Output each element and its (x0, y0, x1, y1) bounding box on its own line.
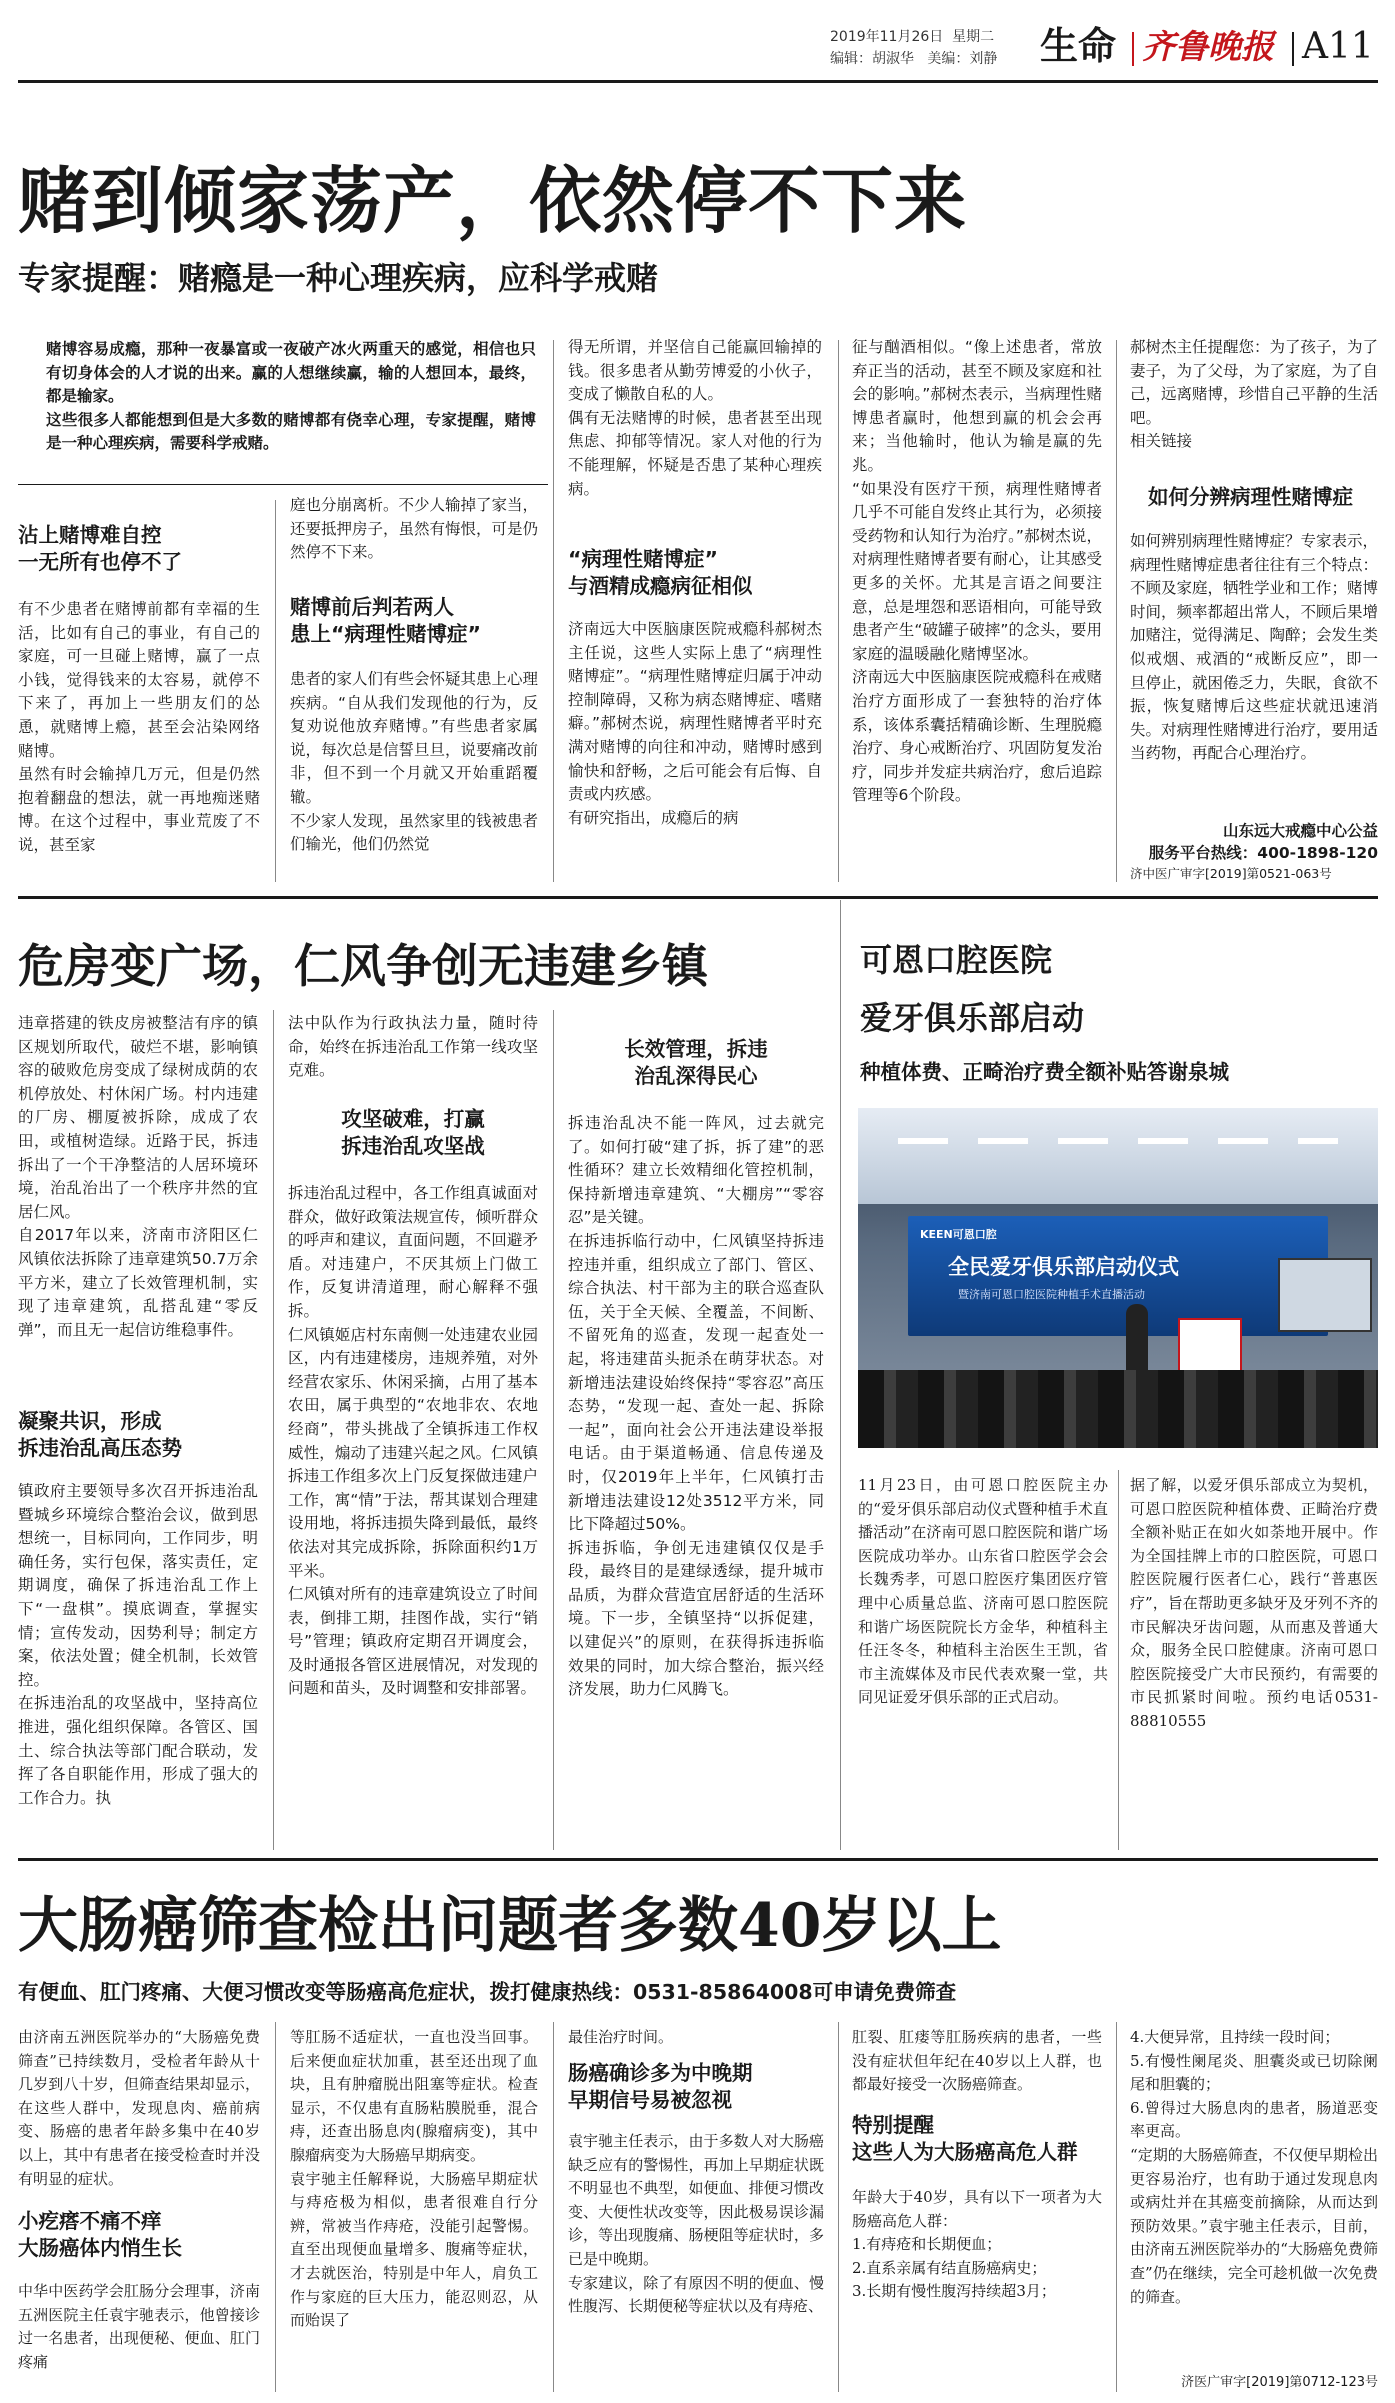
story4-col4b: 年龄大于40岁，具有以下一项者为大肠癌高危人群： 1.有痔疮和长期便血； 2.直系亲属有结直肠癌病史； 3.长期有慢性腹泻持续超3月； (852, 2188, 1102, 2301)
story4-subhead-4: 特别提醒 这些人为大肠癌高危人群 (852, 2113, 1078, 2164)
story1-col3b: 济南远大中医脑康医院戒瘾科郝树杰主任说，这些人实际上患了“病理性赌博症”。“病理性赌博症归属于冲动控制障碍，又称为病态赌博症、嗜赌癖。”郝树杰说，病理性赌博者平时充满对赌博的向往和冲动，赌博时感到愉快和舒畅，之后可能会有后悔、自责或内疚感。 有研究指出，成瘾后的病 (568, 620, 822, 827)
story2-col1b: 镇政府主要领导多次召开拆违治乱暨城乡环境综合整治会议，做到思想统一，目标同向，工作同步，明确任务，实行包保，落实责任，定期调度，确保了拆违治乱工作上下“一盘棋”。摸底调查，掌握实情；宣传发动，因势利导；制定方案，依法处置；健全机制，长效管控。 在拆违治乱的攻坚战中，坚持高位推进，强化组织保障。各管区、国土、综合执法等部门配合联动，发挥了各自职能作用，形成了强大的工作合力。执 (18, 1482, 258, 1807)
section-rule (18, 896, 1378, 899)
col-divider (1116, 340, 1117, 882)
story4-subhead-3: 肠癌确诊多为中晚期 早期信号易被忽视 (568, 2061, 753, 2112)
brand-logo: 齐鲁晚报 (1142, 27, 1274, 66)
story3-col2: 据了解，以爱牙俱乐部成立为契机，可恩口腔医院种植体费、正畸治疗费全额补贴正在如火如荼地开展中。作为全国挂牌上市的口腔医院，可恩口腔医院履行医者仁心，践行“普惠医疗”，旨在帮助更多缺牙及牙列不齐的市民解决牙齿问题，从而惠及普通大众，服务全民口腔健康。济南可恩口腔医院接受广大市民预约，有需要的市民抓紧时间啦。预约电话0531-88810555 (1130, 1476, 1378, 1730)
story1-headline: 赌到倾家荡产，依然停不下来 (18, 158, 968, 243)
story1-signature: 山东远大戒瘾中心公益 服务平台热线：400-1898-120 (1148, 822, 1378, 862)
section-name: 生命 (1040, 24, 1117, 68)
story4-col1a: 由济南五洲医院举办的“大肠癌免费筛查”已持续数月，受检者年龄从十几岁到八十岁，但筛查结果却显示，在这些人群中，发现息肉、癌前病变、肠癌的患者年龄多集中在40岁以上，其中有患者在接受检查时并没有明显的症状。 (18, 2028, 260, 2188)
brand-divider-2 (1292, 32, 1294, 66)
photo-logo-text: KEEN可恩口腔 (920, 1228, 997, 1241)
story2-col2a: 法中队作为行政执法力量，随时待命，始终在拆违治乱工作第一线攻坚克难。 (288, 1014, 538, 1080)
story1-subheadline: 专家提醒：赌瘾是一种心理疾病，应科学戒赌 (18, 259, 659, 297)
photo-sign-board (1178, 1318, 1242, 1376)
col-divider (838, 340, 839, 882)
story4-col3a: 最佳治疗时间。 (568, 2028, 674, 2046)
story1-col5b: 如何辨别病理性赌博症？专家表示，病理性赌博症患者往往有三个特点：不顾及家庭，牺牲学业和工作；赌博时间，频率都超出常人，不顾后果增加赌注，觉得满足、陶醉；会发生类似戒烟、戒酒的“戒断反应”，即一旦停止，就困倦乏力，失眠，食欲不振，恢复赌博后这些症状就迅速消失。对病理性赌博进行治疗，要用适当药物，再配合心理治疗。 (1130, 532, 1378, 763)
story3-subheadline: 种植体费、正畸治疗费全额补贴答谢泉城 (860, 1060, 1229, 1084)
story4-col5: 4.大便异常，且持续一段时间； 5.有慢性阑尾炎、胆囊炎或已切除阑尾和胆囊的； 6.曾得过大肠息肉的患者，肠道恶变率更高。 “定期的大肠癌筛查，不仅便早期检出更容易治疗，也有助于通过发现息肉或病灶并在其癌变前摘除，从而达到预防效果。”袁宇驰主任表示，目前，由济南五洲医院举办的“大肠癌免费筛查”仍在继续，完全可趁机做一次免费的筛查。 (1130, 2028, 1378, 2306)
story1-col2b: 患者的家人们有些会怀疑其患上心理疾病。“自从我们发现他的行为，反复劝说他放弃赌博。”有些患者家属说，每次总是信誓旦旦，说要痛改前非，但不到一个月就又开始重蹈覆辙。 不少家人发现，虽然家里的钱被患者们输光，他们仍然觉 (290, 670, 538, 854)
story1-subhead-3: “病理性赌博症” 与酒精成瘾病征相似 (568, 547, 753, 598)
col-divider (275, 500, 276, 882)
story1-col1: 有不少患者在赌博前都有幸福的生活，比如有自己的事业，有自己的家庭，可一旦碰上赌博，赢了一点小钱，觉得钱来的太容易，就停不下来了，再加上一些朋友们的怂恿，就赌博上瘾，甚至会沾染网络赌博。 虽然有时会输掉几万元，但是仍然抱着翻盘的想法，就一再地痴迷赌博。在这个过程中，事业荒废了不说，甚至家 (18, 600, 260, 854)
story2-col1a: 违章搭建的铁皮房被整洁有序的镇区规划所取代，破烂不堪，影响镇容的破败危房变成了绿树成荫的农机停放处、村休闲广场。村内违建的厂房、棚厦被拆除，成成了农田，或植树造绿。近路于民，拆违拆出了一个干净整洁的人居环境环境，治乱治出了一个秩序井然的宜居仁风。 自2017年以来，济南市济阳区仁风镇依法拆除了违章建筑50.7万余平方米，建立了长效管理机制，实现了违章建筑，乱搭乱建“零反弹”，而且无一起信访维稳事件。 (18, 1014, 258, 1339)
story2-subhead-3: 长效管理，拆违 治乱深得民心 (624, 1037, 768, 1088)
photo-banner-subtext: 暨济南可恩口腔医院种植手术直播活动 (958, 1288, 1145, 1301)
story4-subhead-1: 小疙瘩不痛不痒 大肠癌体内悄生长 (18, 2209, 182, 2260)
story2-subhead-1: 凝聚共识，形成 拆违治乱高压态势 (18, 1409, 182, 1460)
col-divider (273, 1010, 274, 1850)
story1-lead: 赌博容易成瘾，那种一夜暴富或一夜破产冰火两重天的感觉，相信也只有切身体会的人才说的出来。赢的人想继续赢，输的人想回本，最终，都是输家。 这些很多人都能想到但是大多数的赌博都有侥幸心理，专家提醒，赌博是一种心理疾病，需要科学戒赌。 (46, 340, 536, 453)
story1-subhead-5: 如何分辨病理性赌博症 (1148, 485, 1353, 509)
story1-col2a: 庭也分崩离析。不少人输掉了家当，还要抵押房子，虽然有悔恨，可是仍然停不下来。 (290, 496, 538, 562)
masthead-rule (18, 80, 1378, 83)
event-photo (858, 1108, 1378, 1448)
page-number: A11 (1302, 26, 1374, 67)
story1-col4: 征与酗酒相似。“像上述患者，常放弃正当的活动，甚至不顾及家庭和社会的影响。”郝树杰表示，当病理性赌博患者赢时，他想到赢的机会会再来；当他输时，他认为输是赢的先兆。 “如果没有医疗干预，病理性赌博者几乎不可能自发终止其行为，必须接受药物和认知行为治疗。”郝树杰说，对病理性赌博者要有耐心，让其感受更多的关怀。尤其是言语之间要注意，总是埋怨和恶语相向，可能导致患者产生“破罐子破摔”的念头，要用家庭的温暖融化赌博坚冰。 济南远大中医脑康医院戒瘾科在戒赌治疗方面形成了一套独特的治疗体系，该体系囊括精确诊断、生理脱瘾治疗、身心戒断治疗、巩固防复发治疗，同步并发症共病治疗，愈后追踪管理等6个阶段。 (852, 338, 1102, 805)
story3-headline-1: 可恩口腔医院 (860, 941, 1053, 979)
photo-audience (858, 1370, 1378, 1448)
story3-headline-2: 爱牙俱乐部启动 (860, 999, 1085, 1037)
section-rule (18, 1858, 1378, 1861)
story1-subhead-1: 沾上赌博难自控 一无所有也停不了 (18, 523, 182, 574)
photo-screen-right (1278, 1258, 1372, 1332)
story2-col2b: 拆违治乱过程中，各工作组真诚面对群众，做好政策法规宣传，倾听群众的呼声和建议，直面问题，不回避矛盾。对违建户，不厌其烦上门做工作，反复讲清道理，耐心解释不强拆。 仁风镇姬店村东南侧一处违建农业园区，内有违建楼房，违规养殖，对外经营农家乐、休闲采摘，占用了基本农田，属于典型的“农地非农、农地经商”，带头挑战了全镇拆违工作权威性，煽动了违建兴起之风。仁风镇拆违工作组多次上门反复探做违建户工作，寓“情”于法，帮其谋划合理建设用地，将拆违损失降到最低，最终依法对其完成拆除，拆除面积约1万平米。 仁风镇对所有的违章建筑设立了时间表，倒排工期，挂图作战，实行“销号”管理；镇政府定期召开调度会，及时通报各管区进展情况，对发现的问题和苗头，及时调整和安排部署。 (288, 1184, 538, 1698)
col-divider (553, 340, 554, 882)
issue-date: 2019年11月26日 星期二 (830, 29, 995, 45)
col-divider (1116, 2022, 1117, 2392)
lead-rule (18, 484, 548, 485)
issue-editors: 编辑：胡淑华 美编：刘静 (830, 51, 998, 67)
story4-col1b: 中华中医药学会肛肠分会理事，济南五洲医院主任袁宇驰表示，他曾接诊过一名患者，出现便秘、便血、肛门疼痛 (18, 2282, 260, 2371)
story1-col3a: 得无所谓，并坚信自己能赢回输掉的钱。很多患者从勤劳博爱的小伙子，变成了懒散自私的人。 偶有无法赌博的时候，患者甚至出现焦虑、抑郁等情况。家人对他的行为不能理解，怀疑是否患了某种心理疾病。 (568, 338, 822, 498)
col-divider (275, 2022, 276, 2392)
story1-subhead-2: 赌博前后判若两人 患上“病理性赌博症” (290, 595, 481, 646)
story4-ad-approval: 济医广审字[2019]第0712-123号 (1181, 2375, 1378, 2390)
photo-banner-text: 全民爱牙俱乐部启动仪式 (948, 1255, 1179, 1279)
story4-col4a: 肛裂、肛瘘等肛肠疾病的患者，一些没有症状但年纪在40岁以上人群，也都最好接受一次肠癌筛查。 (852, 2028, 1102, 2094)
col-divider (1118, 1470, 1119, 1850)
col-divider (553, 2022, 554, 2392)
story3-col1: 11月23日，由可恩口腔医院主办的“爱牙俱乐部启动仪式暨种植手术直播活动”在济南可恩口腔医院和谐广场医院成功举办。山东省口腔医学会会长魏秀孝，可恩口腔医疗集团医疗管理中心质量总监、济南可恩口腔医院和谐广场医院院长方金华，种植科主任汪冬冬，种植科主治医生王凯，省市主流媒体及市民代表欢聚一堂，共同见证爱牙俱乐部的正式启动。 (858, 1476, 1108, 1707)
story1-ad-approval: 济中医广审字[2019]第0521-063号 (1130, 866, 1332, 881)
photo-ceiling-lights (898, 1138, 1338, 1144)
masthead (0, 0, 1395, 80)
photo-ceiling (858, 1108, 1378, 1204)
story4-subheadline: 有便血、肛门疼痛、大便习惯改变等肠癌高危症状，拨打健康热线：0531-85864008可申请免费筛查 (18, 1980, 957, 2004)
story4-headline: 大肠癌筛查检出问题者多数40岁以上 (18, 1891, 1002, 1961)
story1-col5a: 郝树杰主任提醒您：为了孩子，为了妻子，为了父母，为了家庭，为了自己，远离赌博，珍惜自己平静的生活吧。 相关链接 (1130, 338, 1378, 451)
brand-divider (1132, 32, 1134, 66)
story2-subhead-2: 攻坚破难，打赢 拆违治乱攻坚战 (341, 1107, 485, 1158)
story2-headline: 危房变广场，仁风争创无违建乡镇 (18, 939, 708, 993)
story2-col3: 拆违治乱决不能一阵风，过去就完了。如何打破“建了拆，拆了建”的恶性循环？建立长效精细化管控机制，保持新增违章建筑、“大棚房”“零容忍”是关键。 在拆违拆临行动中，仁风镇坚持拆违控违并重，组织成立了部门、管区、综合执法、村干部为主的联合巡查队伍，关于全天候、全覆盖，不间断、不留死角的巡查，发现一起查处一起，将违建苗头扼杀在萌芽状态。对新增违法建设始终保持“零容忍”高压态势，“发现一起、查处一起、拆除一起”，面向社会公开违法建设举报电话。由于渠道畅通、信息传递及时，仅2019年上半年，仁风镇打击新增违法建设12处3512平方米，同比下降超过50%。 拆违拆临，争创无违建镇仅仅是手段，最终目的是建绿透绿，提升城市品质，为群众营造宜居舒适的生活环境。下一步，全镇坚持“以拆促建，以建促兴”的原则，在获得拆违拆临效果的同时，加大综合整治，振兴经济发展，助力仁风腾飞。 (568, 1114, 824, 1699)
col-divider (553, 1010, 554, 1850)
story4-col2: 等肛肠不适症状，一直也没当回事。后来便血症状加重，甚至还出现了血块，且有肿瘤脱出阻塞等症状。检查显示，不仅患有直肠粘膜脱垂，混合痔，还查出肠息肉(腺瘤病变)，其中腺瘤病变为大肠癌早期病变。 袁宇驰主任解释说，大肠癌早期症状与痔疮极为相似，患者很难自行分辨，常被当作痔疮，没能引起警惕。直至出现便血量增多、腹痛等症状，才去就医治，特别是中年人，肩负工作与家庭的巨大压力，能忍则忍，从而贻误了 (290, 2028, 538, 2330)
story4-col3b: 袁宇驰主任表示，由于多数人对大肠癌缺乏应有的警惕性，再加上早期症状既不明显也不典型，如便血、排便习惯改变、大便性状改变等，因此极易误诊漏诊，等出现腹痛、肠梗阻等症状时，多已是中晚期。 专家建议，除了有原因不明的便血、慢性腹泻、长期便秘等症状以及有痔疮、 (568, 2132, 824, 2316)
col-divider (838, 2022, 839, 2392)
col-divider (840, 900, 841, 1850)
